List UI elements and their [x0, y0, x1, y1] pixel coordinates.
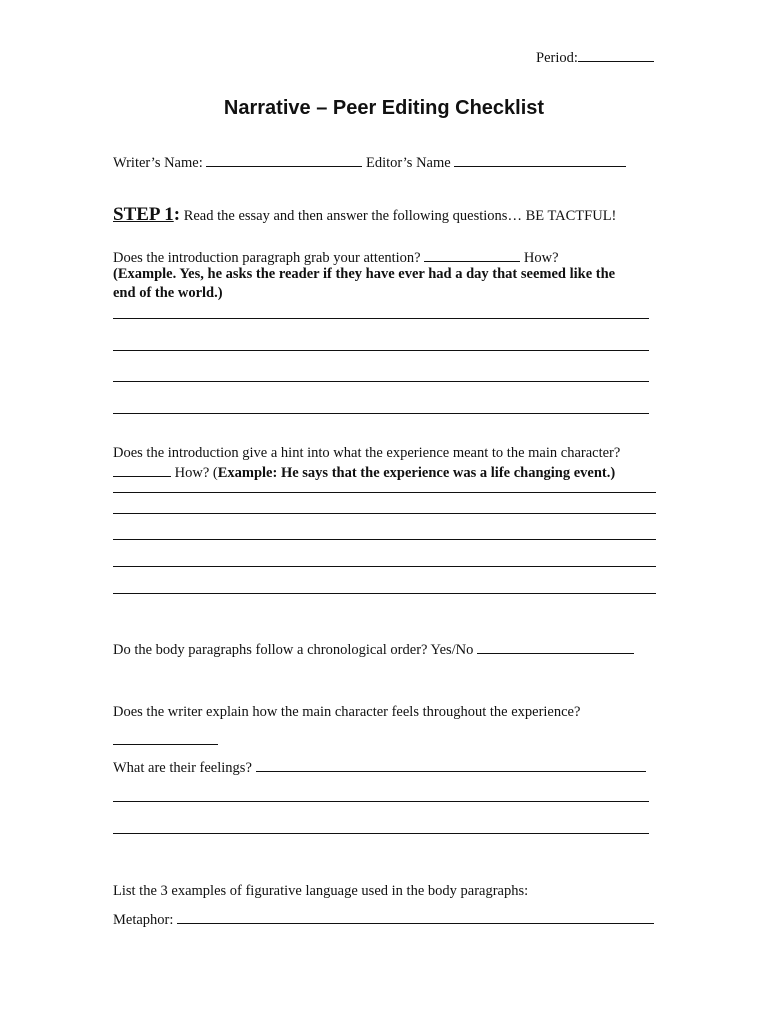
names-row: [113, 152, 626, 172]
q2-question: Does the introduction give a hint into what the experience meant to the main character?: [113, 445, 621, 461]
q1-example-line2: end of the world.): [113, 285, 223, 301]
q2-answer-line[interactable]: [113, 539, 656, 540]
period-blank[interactable]: [578, 47, 654, 62]
q3-answer-blank[interactable]: [477, 639, 634, 654]
q3-row: [113, 639, 634, 659]
q3-question: Do the body paragraphs follow a chronological order? Yes/No: [113, 642, 474, 658]
step1-instruction: Read the essay and then answer the following questions… BE TACTFUL!: [183, 208, 617, 224]
q1-answer-blank[interactable]: [424, 247, 520, 262]
q1-answer-line[interactable]: [113, 381, 649, 382]
q4-feelings-row: [113, 757, 646, 777]
q1-answer-line[interactable]: [113, 350, 649, 351]
step1-row: [113, 206, 616, 225]
q2-answer-line[interactable]: [113, 566, 656, 567]
q1-example-line1: (Example. Yes, he asks the reader if they have ever had a day that seemed like the: [113, 266, 616, 282]
q1-how: How?: [523, 250, 559, 266]
q5-question: List the 3 examples of figurative language used in the body paragraphs:: [113, 883, 529, 899]
q1-question: Does the introduction paragraph grab your attention?: [113, 250, 421, 266]
step1-label: STEP 1: [113, 204, 174, 225]
q4-answer-line[interactable]: [113, 801, 649, 802]
q1-question-row: [113, 247, 559, 267]
q2-answer-line[interactable]: [113, 593, 656, 594]
editor-name-label: Editor’s Name: [366, 155, 451, 171]
q4-answer-blank[interactable]: [113, 744, 218, 745]
q2-how-row: [113, 462, 615, 482]
editor-name-blank[interactable]: [454, 152, 626, 167]
writer-name-label: Writer’s Name:: [113, 155, 203, 171]
q4-feelings-label: What are their feelings?: [113, 760, 252, 776]
q2-example: Example: He says that the experience was a life changing event.): [217, 465, 616, 481]
metaphor-label: Metaphor:: [113, 912, 174, 928]
q4-answer-line[interactable]: [113, 833, 649, 834]
q4-question: Does the writer explain how the main character feels throughout the experience?: [113, 704, 581, 720]
metaphor-row: [113, 909, 654, 929]
writer-name-blank[interactable]: [206, 152, 362, 167]
q2-how: How? (: [174, 465, 218, 481]
period-label: Period:: [536, 50, 578, 66]
q2-answer-line[interactable]: [113, 513, 656, 514]
q2-answer-blank[interactable]: [113, 462, 171, 477]
q2-answer-line[interactable]: [113, 492, 656, 493]
period-row: [536, 47, 654, 67]
page-title: Narrative – Peer Editing Checklist: [223, 97, 545, 119]
q1-answer-line[interactable]: [113, 413, 649, 414]
q1-answer-line[interactable]: [113, 318, 649, 319]
q4-feelings-blank[interactable]: [256, 757, 646, 772]
metaphor-blank[interactable]: [177, 909, 654, 924]
step1-colon: :: [173, 204, 181, 225]
